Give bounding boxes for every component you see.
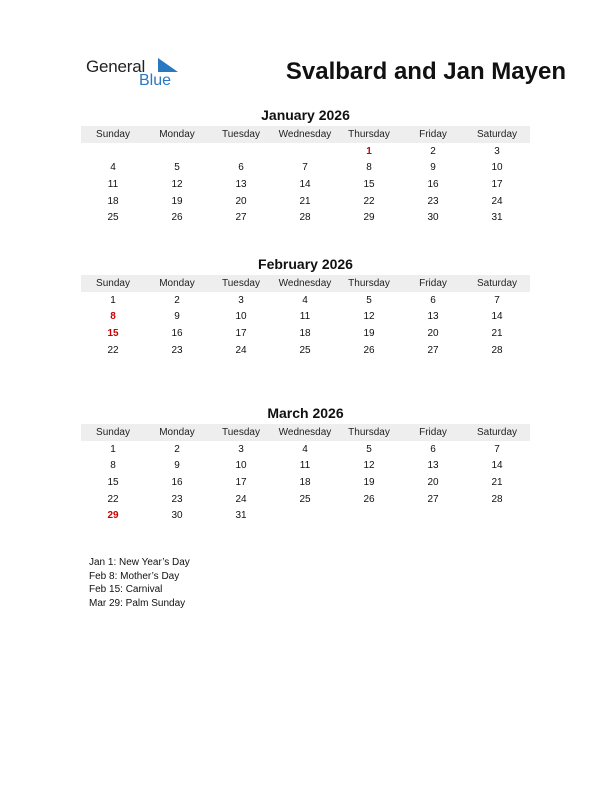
- weekday-label: Thursday: [348, 129, 390, 140]
- weekday-label: Friday: [419, 427, 447, 438]
- weekday-label: Tuesday: [222, 427, 260, 438]
- day-cell: 29: [107, 510, 119, 522]
- holiday-list-item: Jan 1: New Year’s Day: [89, 557, 190, 568]
- day-cell: 10: [491, 162, 503, 174]
- day-cell: 23: [427, 195, 439, 207]
- day-cell: 9: [174, 460, 180, 472]
- logo-triangle-icon: [158, 58, 178, 72]
- weekday-label: Sunday: [96, 129, 130, 140]
- weekday-header: [81, 424, 530, 441]
- day-cell: 15: [107, 476, 119, 488]
- day-cell: 5: [366, 294, 372, 306]
- month-title: March 2026: [267, 405, 344, 421]
- day-cell: 15: [363, 178, 375, 190]
- day-cell: 25: [107, 212, 119, 224]
- day-cell: 24: [235, 493, 247, 505]
- day-cell: 3: [238, 294, 244, 306]
- day-cell: 14: [491, 311, 503, 323]
- day-cell: 29: [363, 212, 375, 224]
- day-cell: 22: [107, 344, 119, 356]
- day-cell: 27: [235, 212, 247, 224]
- day-cell: 21: [491, 327, 503, 339]
- holiday-list: [89, 556, 190, 610]
- weekday-label: Tuesday: [222, 278, 260, 289]
- day-cell: 30: [171, 510, 183, 522]
- day-cell: 27: [427, 493, 439, 505]
- day-cell: 2: [430, 145, 436, 157]
- day-cell: 19: [363, 476, 375, 488]
- day-cell: 9: [430, 162, 436, 174]
- day-cell: 16: [427, 178, 439, 190]
- day-cell: 19: [363, 327, 375, 339]
- day-cell: 20: [427, 476, 439, 488]
- day-cell: 7: [494, 294, 500, 306]
- day-cell: 1: [110, 443, 116, 455]
- weekday-label: Wednesday: [278, 427, 332, 438]
- day-cell: 22: [107, 493, 119, 505]
- day-cell: 14: [491, 460, 503, 472]
- week-row: [81, 441, 530, 458]
- day-cell: 19: [171, 195, 183, 207]
- day-cell: 28: [491, 493, 503, 505]
- day-cell: 2: [174, 294, 180, 306]
- page-title: Svalbard and Jan Mayen: [285, 58, 566, 85]
- day-cell: 7: [302, 162, 308, 174]
- weekday-label: Monday: [159, 278, 195, 289]
- weekday-label: Wednesday: [278, 278, 332, 289]
- day-cell: 14: [299, 178, 311, 190]
- day-cell: 15: [107, 327, 119, 339]
- day-cell: 13: [427, 460, 439, 472]
- day-cell: 4: [110, 162, 116, 174]
- day-cell: 12: [363, 460, 375, 472]
- week-row: [81, 143, 530, 160]
- weekday-label: Sunday: [96, 278, 130, 289]
- week-row: [81, 160, 530, 177]
- holiday-list-item: Feb 8: Mother’s Day: [89, 570, 180, 582]
- day-cell: 2: [174, 443, 180, 455]
- day-cell: 7: [494, 443, 500, 455]
- day-cell: 16: [171, 327, 183, 339]
- weekday-label: Tuesday: [222, 129, 260, 140]
- weekday-label: Thursday: [348, 427, 390, 438]
- week-row: [81, 209, 530, 226]
- day-cell: 18: [107, 195, 119, 207]
- weekday-label: Monday: [159, 129, 195, 140]
- day-cell: 27: [427, 344, 439, 356]
- day-cell: 9: [174, 311, 180, 323]
- week-row: [81, 474, 530, 491]
- week-row: [81, 325, 530, 342]
- day-cell: 3: [494, 145, 500, 157]
- weekday-label: Friday: [419, 129, 447, 140]
- day-cell: 12: [171, 178, 183, 190]
- day-cell: 11: [107, 178, 119, 190]
- day-cell: 21: [299, 195, 311, 207]
- week-row: [81, 292, 530, 309]
- weekday-label: Wednesday: [278, 129, 332, 140]
- day-cell: 28: [299, 212, 311, 224]
- week-row: [81, 309, 530, 326]
- logo: [86, 56, 186, 92]
- day-cell: 17: [491, 178, 503, 190]
- day-cell: 23: [171, 344, 183, 356]
- day-cell: 26: [363, 344, 375, 356]
- day-cell: 8: [366, 162, 372, 174]
- week-row: [81, 458, 530, 475]
- day-cell: 25: [299, 493, 311, 505]
- day-cell: 5: [174, 162, 180, 174]
- day-cell: 16: [171, 476, 183, 488]
- weekday-label: Saturday: [476, 129, 518, 140]
- day-cell: 28: [491, 344, 503, 356]
- holiday-list-item: Mar 29: Palm Sunday: [89, 597, 186, 609]
- day-cell: 17: [235, 327, 247, 339]
- day-cell: 5: [366, 443, 372, 455]
- day-cell: 1: [366, 145, 372, 157]
- day-cell: 10: [235, 460, 247, 472]
- day-cell: 6: [238, 162, 244, 174]
- logo-text-general: General: [86, 57, 146, 76]
- day-cell: 30: [427, 212, 439, 224]
- day-cell: 26: [363, 493, 375, 505]
- day-cell: 23: [171, 493, 183, 505]
- day-cell: 25: [299, 344, 311, 356]
- week-row: [81, 342, 530, 359]
- weekday-label: Saturday: [476, 427, 518, 438]
- month-january: [81, 107, 530, 226]
- month-march: [81, 405, 530, 524]
- weekday-label: Monday: [159, 427, 195, 438]
- weekday-header: [81, 126, 530, 143]
- day-cell: 4: [302, 294, 308, 306]
- week-row: [81, 193, 530, 210]
- day-cell: 24: [235, 344, 247, 356]
- day-cell: 6: [430, 294, 436, 306]
- day-cell: 20: [427, 327, 439, 339]
- week-row: [81, 176, 530, 193]
- month-title: February 2026: [258, 256, 353, 272]
- day-cell: 31: [491, 212, 503, 224]
- day-cell: 18: [299, 327, 311, 339]
- month-grid: [81, 292, 530, 358]
- logo-text-blue: Blue: [139, 72, 172, 89]
- weekday-label: Sunday: [96, 427, 130, 438]
- day-cell: 24: [491, 195, 503, 207]
- day-cell: 26: [171, 212, 183, 224]
- day-cell: 11: [299, 311, 311, 323]
- day-cell: 21: [491, 476, 503, 488]
- weekday-label: Saturday: [476, 278, 518, 289]
- month-february: [81, 256, 530, 358]
- day-cell: 1: [110, 294, 116, 306]
- weekday-header: [81, 275, 530, 292]
- day-cell: 12: [363, 311, 375, 323]
- day-cell: 13: [235, 178, 247, 190]
- day-cell: 22: [363, 195, 375, 207]
- day-cell: 4: [302, 443, 308, 455]
- month-title: January 2026: [261, 107, 350, 123]
- weekday-label: Thursday: [348, 278, 390, 289]
- day-cell: 3: [238, 443, 244, 455]
- day-cell: 13: [427, 311, 439, 323]
- day-cell: 17: [235, 476, 247, 488]
- day-cell: 10: [235, 311, 247, 323]
- week-row: [81, 507, 530, 524]
- week-row: [81, 491, 530, 508]
- day-cell: 8: [110, 311, 116, 323]
- day-cell: 20: [235, 195, 247, 207]
- month-grid: [81, 143, 530, 226]
- day-cell: 18: [299, 476, 311, 488]
- weekday-label: Friday: [419, 278, 447, 289]
- month-grid: [81, 441, 530, 524]
- day-cell: 11: [299, 460, 311, 472]
- day-cell: 8: [110, 460, 116, 472]
- day-cell: 31: [235, 510, 247, 522]
- day-cell: 6: [430, 443, 436, 455]
- holiday-list-item: Feb 15: Carnival: [89, 584, 163, 595]
